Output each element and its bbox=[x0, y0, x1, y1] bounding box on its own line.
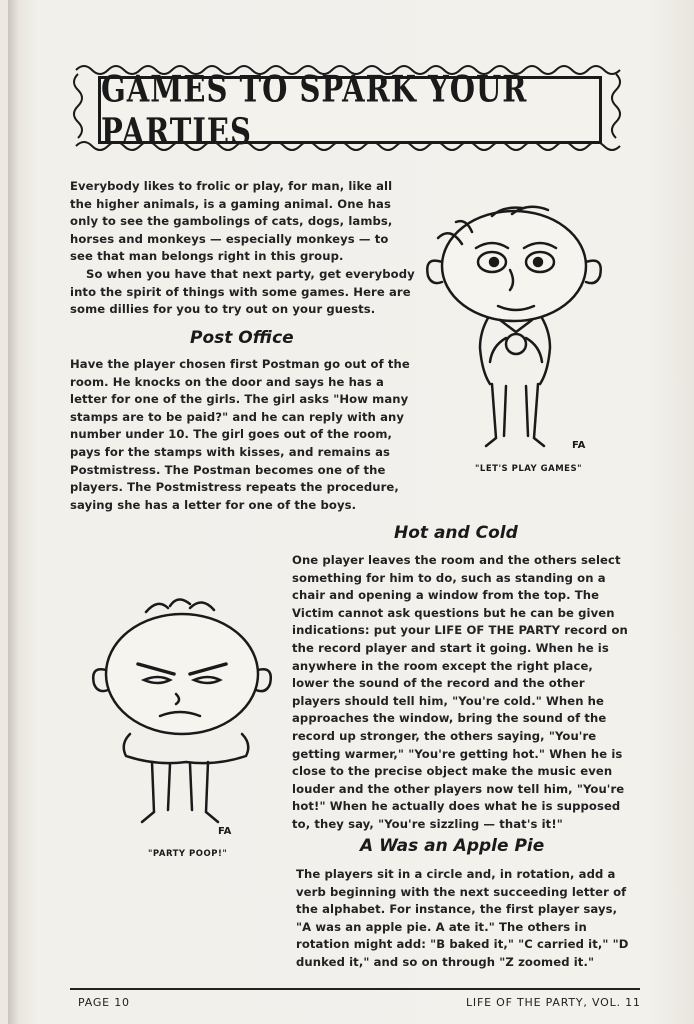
hot-and-cold-text: One player leaves the room and the others select something for him to do, such as standing on a chair and opening a window from the top. The Victim cannot ask questions but he can be given indications: put your LIFE OF THE PARTY record on the record player and start it going. When he is anywhere in the room except the right place, lower the sound of the record and the other players should tell him, "You're cold." When he approaches the window, bring the sound of the record up stronger, the others saying, "You're getting warmer," "You're getting hot." When he is close to the precise object make the music even louder and the other players now tell him, "You're hot!" When he actually does what he is supposed to, they say, "You're sizzling — that's it!" bbox=[292, 553, 628, 831]
footer-publication: LIFE OF THE PARTY, VOL. 11 bbox=[466, 996, 641, 1009]
artist-signature-top: FA bbox=[572, 440, 586, 451]
intro-paragraph-1: Everybody likes to frolic or play, for man, like all the higher animals, is a gaming animal. One has only to see the gambolings of cats, dogs, lambs, horses and monkeys — especially monkeys — to see that man belongs right in this group. bbox=[70, 179, 393, 264]
footer-page-number: PAGE 10 bbox=[78, 996, 130, 1009]
page-title: GAMES TO SPARK YOUR PARTIES bbox=[101, 67, 528, 153]
post-office-text: Have the player chosen first Postman go out of the room. He knocks on the door and says he has a letter for one of the girls. The girl asks "How many stamps are to be paid?" and he can reply with any number under 10. The girl goes out of the room, pays for the stamps with kisses, and remains as Postmistress. The Postman becomes one of the players. The Postmistress repeats the procedure, saying she has a letter for one of the boys. bbox=[70, 357, 410, 512]
caption-lets-play-games: "LET'S PLAY GAMES" bbox=[475, 464, 583, 474]
cartoon-grumpy-man-illustration bbox=[90, 598, 280, 843]
artist-signature-bottom: FA bbox=[218, 826, 232, 837]
heading-apple-pie: A Was an Apple Pie bbox=[360, 836, 545, 856]
caption-party-poop: "PARTY POOP!" bbox=[148, 849, 228, 859]
intro-paragraph-2: So when you have that next party, get everybody into the spirit of things with some games. Here are some dillies for you to try out on your guests. bbox=[70, 267, 415, 317]
title-banner bbox=[70, 62, 624, 154]
footer-rule bbox=[70, 988, 640, 990]
heading-post-office: Post Office bbox=[190, 328, 294, 348]
apple-pie-text: The players sit in a circle and, in rotation, add a verb beginning with the next succeeding letter of the alphabet. For instance, the first player says, "A was an apple pie. A ate it." The others in rotation might add: "B baked it," "C carried it," "D dunked it," and so on through "Z zoomed it." bbox=[296, 867, 629, 969]
heading-hot-and-cold: Hot and Cold bbox=[394, 523, 518, 543]
page-spine bbox=[8, 0, 18, 1024]
cartoon-eager-man-illustration bbox=[422, 204, 612, 462]
banner-box bbox=[98, 67, 602, 153]
